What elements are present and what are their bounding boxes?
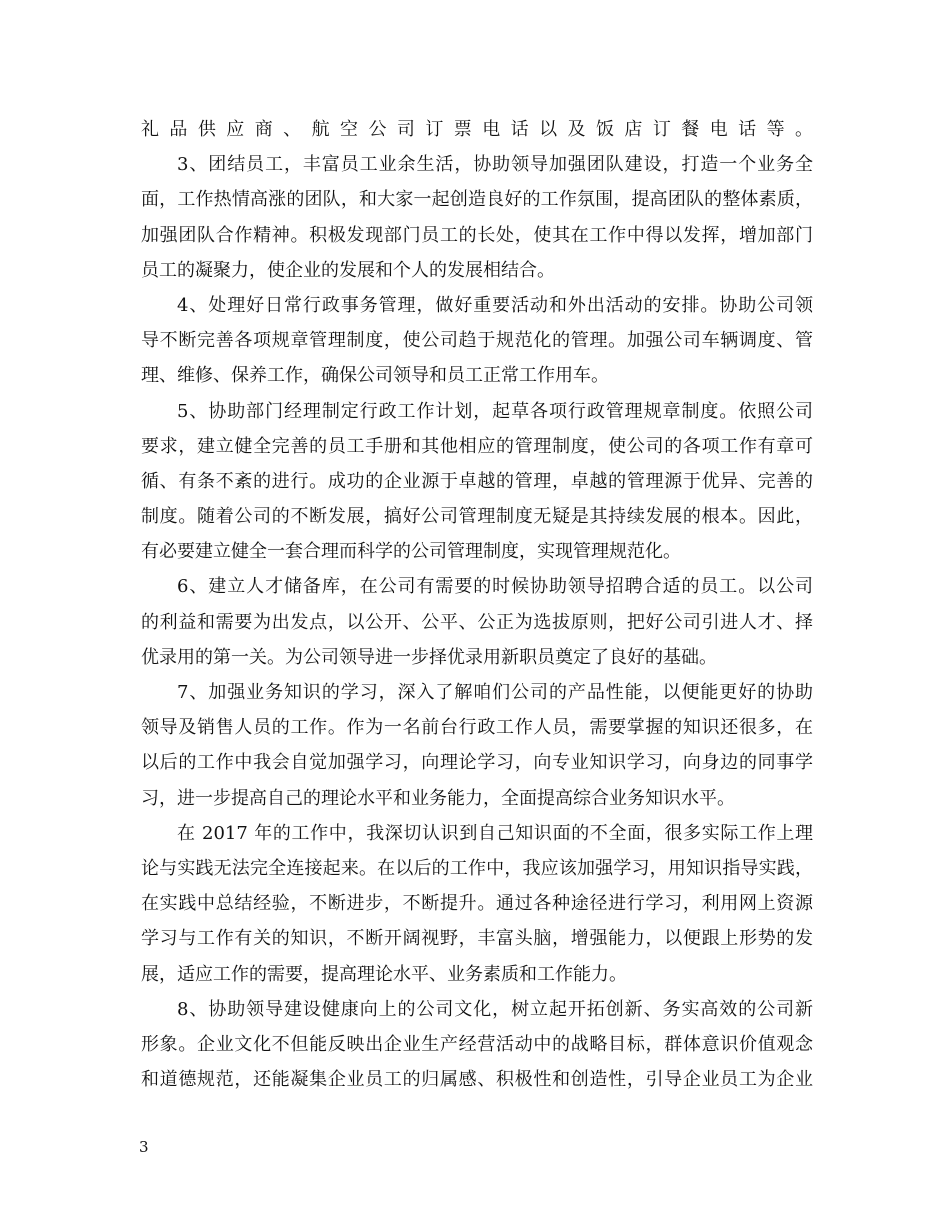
text-line: 在 2017 年的工作中，我深切认识到自己知识面的不全面，很多实际工作上理 [177,822,813,844]
text-line: 的利益和需要为出发点，以公开、公平、公正为选拔原则，把好公司引进人才、择 [141,611,813,633]
text-line: 5、协助部门经理制定行政工作计划，起草各项行政管理规章制度。依照公司 [177,400,813,422]
page-number: 3 [139,1138,149,1156]
text-line: 面，工作热情高涨的团队，和大家一起创造良好的工作氛围，提高团队的整体素质， [141,189,813,211]
text-line: 3、团结员工，丰富员工业余生活，协助领导加强团队建设，打造一个业务全 [177,154,813,176]
text-line: 礼品供应商、航空公司订票电话以及饭店订餐电话等。 [141,119,813,140]
text-line: 有必要建立健全一套合理而科学的公司管理制度，实现管理规范化。 [141,541,681,563]
text-line: 展，适应工作的需要，提高理论水平、业务素质和工作能力。 [141,963,627,985]
text-line: 循、有条不紊的进行。成功的企业源于卓越的管理，卓越的管理源于优异、完善的 [141,470,813,492]
text-line: 习，进一步提高自己的理论水平和业务能力，全面提高综合业务知识水平。 [141,787,735,809]
text-line: 和道德规范，还能凝集企业员工的归属感、积极性和创造性，引导企业员工为企业 [141,1069,813,1091]
text-line: 6、建立人才储备库，在公司有需要的时候协助领导招聘合适的员工。以公司 [177,576,813,598]
text-line: 领导及销售人员的工作。作为一名前台行政工作人员，需要掌握的知识还很多，在 [141,717,813,739]
text-line: 在实践中总结经验，不断进步，不断提升。通过各种途径进行学习，利用网上资源 [141,893,813,915]
text-line: 以后的工作中我会自觉加强学习，向理论学习，向专业知识学习，向身边的同事学 [141,752,813,774]
body-text [141,112,813,1097]
text-line: 优录用的第一关。为公司领导进一步择优录用新职员奠定了良好的基础。 [141,646,717,668]
text-line: 员工的凝聚力，使企业的发展和个人的发展相结合。 [141,259,555,281]
text-line: 导不断完善各项规章管理制度，使公司趋于规范化的管理。加强公司车辆调度、管 [141,330,813,352]
text-line: 形象。企业文化不但能反映出企业生产经营活动中的战略目标，群体意识价值观念 [141,1033,813,1055]
text-line: 4、处理好日常行政事务管理，做好重要活动和外出活动的安排。协助公司领 [177,294,813,316]
text-line: 制度。随着公司的不断发展，搞好公司管理制度无疑是其持续发展的根本。因此， [141,506,813,528]
text-line: 论与实践无法完全连接起来。在以后的工作中，我应该加强学习，用知识指导实践， [141,857,813,879]
text-line: 学习与工作有关的知识，不断开阔视野，丰富头脑，增强能力，以便跟上形势的发 [141,928,813,950]
text-line: 要求，建立健全完善的员工手册和其他相应的管理制度，使公司的各项工作有章可 [141,435,813,457]
text-line: 加强团队合作精神。积极发现部门员工的长处，使其在工作中得以发挥，增加部门 [141,224,813,246]
text-line: 7、加强业务知识的学习，深入了解咱们公司的产品性能，以便能更好的协助 [177,682,813,703]
text-line: 8、协助领导建设健康向上的公司文化，树立起开拓创新、务实高效的公司新 [177,998,813,1020]
text-line: 理、维修、保养工作，确保公司领导和员工正常工作用车。 [141,365,609,387]
